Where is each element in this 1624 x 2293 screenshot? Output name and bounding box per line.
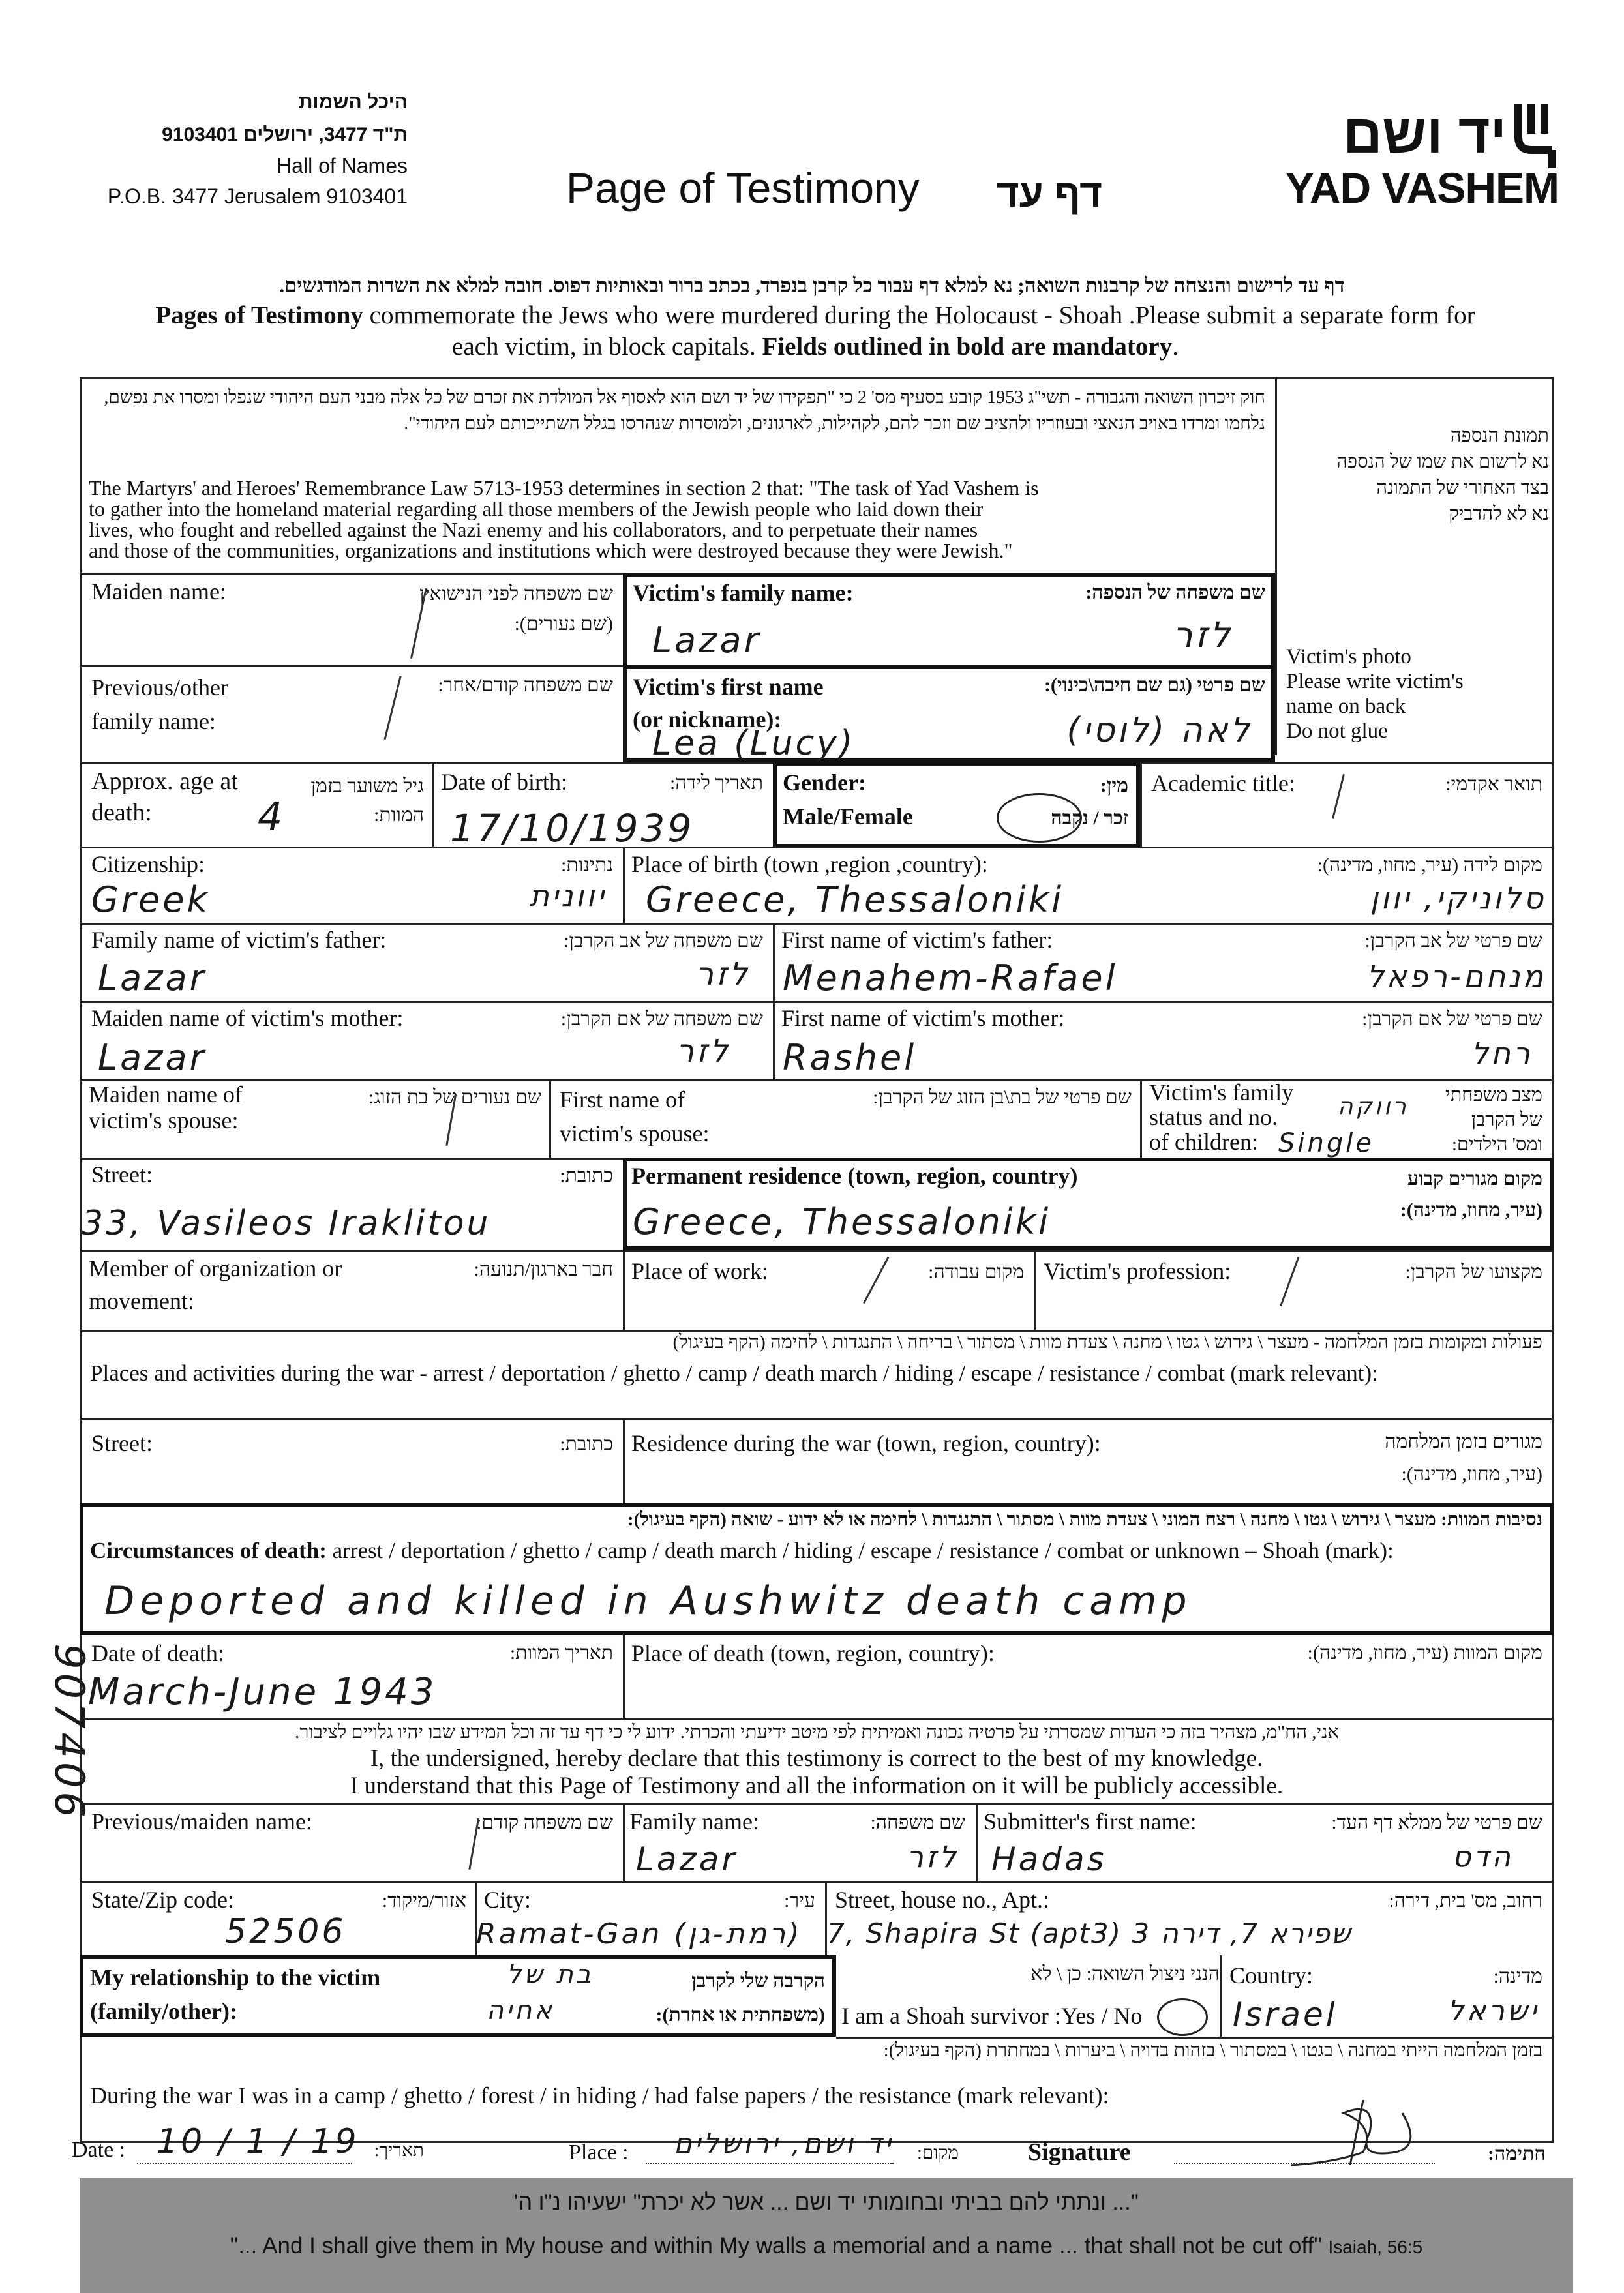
mother-maiden-name-label: Maiden name of victim's mother:: [91, 1005, 404, 1031]
signature-label-he: חתימה:: [1488, 2143, 1546, 2165]
law-en-4: and those of the communities, organizations and institutions which were destroyed because they were Jewish.": [89, 539, 1013, 562]
organization-label: [89, 1252, 342, 1317]
place-value[interactable]: יד ושם, ירושלים: [674, 2127, 894, 2159]
submitter-family-name-value[interactable]: Lazar: [636, 1840, 738, 1878]
photo-he-3: בצד האחורי של התמונה: [1376, 477, 1549, 498]
submitter-family-name-value-he: לזר: [906, 1839, 959, 1874]
age-at-death-label-he-1: גיל משוער בזמן: [310, 775, 424, 797]
academic-title-label-he: תואר אקדמי:: [1445, 773, 1542, 795]
profession-label: Victim's profession:: [1044, 1258, 1231, 1284]
submitter-street-label: Street, house no., Apt.:: [835, 1887, 1049, 1913]
maiden-name-label-he: שם משפחה לפני הנישואין: [419, 583, 613, 605]
citizenship-value[interactable]: Greek: [91, 879, 210, 920]
war-residence-label-he-1: מגורים בזמן המלחמה: [1385, 1431, 1542, 1452]
intro-en-bold1: Pages of Testimony: [155, 301, 363, 329]
hall-of-names-he-2: ת"ד 3477, ירושלים 9103401: [162, 124, 408, 145]
street-label: Street:: [91, 1161, 153, 1188]
logo-he: יד ושם: [1342, 103, 1507, 164]
war-street-label-he: כתובת:: [560, 1433, 613, 1455]
shoah-survivor-label[interactable]: I am a Shoah survivor :Yes / No: [841, 2003, 1143, 2029]
submitter-street-value[interactable]: 7, Shapira St (apt3) שפירא 7, דירה 3: [827, 1917, 1352, 1949]
father-first-name-value-he: מנחם-רפאל: [1366, 959, 1546, 994]
profession-label-he: מקצועו של הקרבן:: [1405, 1261, 1542, 1283]
zip-code-label-he: אזור/מיקוד:: [382, 1890, 466, 1911]
victim-family-name-value-he: לזר: [1173, 614, 1233, 655]
gender-label-he-2: זכר / נקבה: [1051, 807, 1128, 829]
mother-first-name-value-he: רחל: [1471, 1036, 1533, 1071]
signature-scribble-icon[interactable]: [1265, 2087, 1448, 2178]
circumstances-of-death-label-text: arrest / deportation / ghetto / camp / death march / hiding / escape / resistance / combat or unknown – Shoah (mark):: [326, 1538, 1394, 1563]
war-residence-label-he-2: (עיר, מחוז, מדינה):: [1401, 1463, 1542, 1485]
relationship-label-1: My relationship to the victim: [90, 1964, 381, 1990]
war-residence-label-he: [1304, 1426, 1542, 1491]
photo-en-4: Do not glue: [1286, 719, 1388, 743]
country-label-he: מדינה:: [1493, 1966, 1542, 1987]
signature-label: Signature: [1028, 2138, 1131, 2166]
spouse-maiden-name-label: [89, 1081, 243, 1133]
organization-label-1: Member of organization or: [89, 1255, 342, 1281]
relationship-label: [90, 1960, 380, 2028]
yad-vashem-emblem-icon: [1513, 98, 1559, 170]
family-status-label-he: [1422, 1083, 1542, 1157]
father-family-name-label-he: שם משפחה של אב הקרבן:: [564, 930, 763, 952]
victim-first-name-label-2: (or nickname):: [633, 706, 782, 732]
place-underline: [646, 2163, 894, 2164]
previous-family-name-label-he: שם משפחה קודם/אחר:: [438, 674, 613, 696]
declaration-en-2: I understand that this Page of Testimony and all the information on it will be publicly accessible.: [350, 1773, 1284, 1799]
citizenship-value-he: יוונית: [529, 878, 607, 913]
date-of-death-value[interactable]: March-June 1943: [88, 1671, 437, 1713]
previous-family-name-label: [91, 670, 228, 738]
father-family-name-label: Family name of victim's father:: [91, 927, 387, 953]
victim-family-name-label-he: שם משפחה של הנספה:: [1085, 582, 1265, 603]
submitter-first-name-label: Submitter's first name:: [984, 1808, 1197, 1835]
city-value[interactable]: Ramat-Gan (רמת-גן): [476, 1917, 802, 1951]
mother-maiden-name-label-he: שם משפחה של אם הקרבן:: [560, 1008, 763, 1030]
spouse-maiden-name-label-2: victim's spouse:: [89, 1107, 239, 1133]
organization-label-he: חבר בארגון/תנועה:: [474, 1259, 613, 1280]
relationship-label-he: [600, 1964, 825, 2032]
declaration-en-1: I, the undersigned, hereby declare that this testimony is correct to the best of my knowledge.: [370, 1745, 1263, 1772]
age-at-death-label-2: death:: [91, 799, 152, 826]
family-status-label-he-1: מצב משפחתי: [1445, 1085, 1542, 1105]
maiden-name-label: Maiden name:: [91, 578, 226, 605]
gender-label-he-1: מין:: [1100, 775, 1128, 796]
spouse-first-name-label: [560, 1083, 709, 1150]
quote-he: "... ונתתי להם בביתי ובחומותי יד ושם ... אשר לא יכרת" ישעיהו נ"ו ה': [514, 2190, 1139, 2215]
date-of-death-label-he: תאריך המוות:: [509, 1642, 613, 1664]
victim-family-name-label: Victim's family name:: [633, 580, 854, 606]
law-en-1: The Martyrs' and Heroes' Remembrance Law 5713-1953 determines in section 2 that: "The task of Yad Vashem is: [89, 476, 1039, 500]
intro-en-line2: each victim, in block capitals.: [452, 333, 762, 361]
date-of-birth-label: Date of birth:: [441, 769, 567, 795]
hall-of-names-en-2: P.O.B. 3477 Jerusalem 9103401: [107, 185, 408, 208]
submitter-war-label-he: בזמן המלחמה הייתי במחנה \ בגטו \ במסתור \ בזהות בדויה \ ביערות \ במחתרת (הקף בעיגול):: [883, 2040, 1542, 2061]
spouse-maiden-name-label-he: שם נעורים של בת הזוג:: [368, 1087, 541, 1108]
place-of-birth-label-he: מקום לידה (עיר, מחוז, מדינה):: [1317, 854, 1542, 876]
citizenship-label-he: נתינות:: [561, 854, 613, 876]
previous-family-name-label-1: Previous/other: [91, 674, 228, 700]
photo-instructions-en: [1286, 644, 1464, 743]
date-label: Date :: [72, 2138, 126, 2162]
father-first-name-value[interactable]: Menahem-Rafael: [783, 957, 1118, 998]
gender-label-2: Male/Female: [783, 803, 913, 830]
submitter-first-name-value[interactable]: Hadas: [991, 1840, 1107, 1878]
family-status-label-he-3: ומס' הילדים:: [1451, 1134, 1542, 1155]
date-of-birth-value[interactable]: 17/10/1939: [450, 806, 695, 850]
place-of-birth-value[interactable]: Greece, Thessaloniki: [646, 879, 1064, 920]
submitter-first-name-label-he: שם פרטי של ממלא דף העד:: [1331, 1812, 1542, 1833]
margin-note: 907406: [45, 1643, 93, 1821]
gender-label: [783, 766, 913, 833]
victim-first-name-label-he: שם פרטי (גם שם חיבה\כינוי):: [1044, 674, 1265, 696]
age-at-death-value[interactable]: 4: [258, 794, 286, 840]
logo-en: YAD VASHEM: [1285, 164, 1559, 212]
family-status-label-2: status and no.: [1149, 1104, 1278, 1130]
spouse-first-name-label-1: First name of: [560, 1087, 685, 1113]
hall-of-names-he-1: היכל השמות: [298, 91, 408, 113]
page-title: Page of Testimony: [566, 164, 920, 212]
intro-en-bold2: Fields outlined in bold are mandatory: [762, 333, 1173, 361]
spouse-first-name-label-he: שם פרטי של בת\בן הזוג של הקרבן:: [873, 1087, 1132, 1108]
family-status-value-he: רווקה: [1338, 1093, 1409, 1120]
circumstances-of-death-value: Deported and killed in Aushwitz death camp: [104, 1578, 1192, 1624]
permanent-residence-label: Permanent residence (town, region, country): [631, 1163, 1078, 1189]
mother-first-name-value[interactable]: Rashel: [783, 1037, 917, 1078]
photo-he-2: נא לרשום את שמו של הנספה: [1336, 451, 1549, 472]
family-status-label-3: of children:: [1149, 1129, 1258, 1155]
date-value[interactable]: 10 / 1 / 19: [157, 2122, 359, 2161]
shoah-survivor-no-circle: [1157, 1998, 1208, 2036]
victim-family-name-value: Lazar: [652, 620, 761, 661]
submitter-family-name-label: Family name:: [629, 1808, 759, 1835]
maiden-name-label-he-2: (שם נעורים):: [514, 613, 613, 635]
hall-of-names-en-1: Hall of Names: [277, 154, 408, 177]
relationship-label-he-2: (משפחתית או אחרת):: [655, 2004, 825, 2026]
city-label-he: עיר:: [784, 1890, 815, 1911]
declaration-he: אני, הח"מ, מצהיר בזה כי העדות שמסרתי על פרטיה נכונה ואמיתית לפי מיטב ידיעתי והכרתי. ידוע לי כי דף עד זה וכל המידע שבו יהיו גלויים לציבור.: [295, 1722, 1339, 1743]
page-title-he: דף עד: [996, 172, 1102, 215]
date-label-he: תאריך:: [374, 2140, 424, 2161]
mother-maiden-name-value-he: לזר: [676, 1033, 730, 1070]
law-en-3: lives, who fought and rebelled against the Nazi enemy and his collaborators, and to perpetuate their names: [89, 518, 978, 541]
organization-label-2: movement:: [89, 1288, 194, 1314]
mother-first-name-label: First name of victim's mother:: [781, 1005, 1065, 1031]
age-at-death-label-he-2: המוות:: [373, 804, 424, 826]
citizenship-label: Citizenship:: [91, 851, 205, 877]
submitter-previous-name-label-he: שם משפחה קודם:: [476, 1812, 613, 1833]
spouse-first-name-label-2: victim's spouse:: [560, 1120, 710, 1146]
permanent-residence-label-he-1: מקום מגורים קבוע: [1407, 1168, 1542, 1190]
photo-en-2: Please write victim's: [1286, 670, 1464, 693]
relationship-value-2: אחיה: [487, 1996, 554, 2026]
place-label-he: מקום:: [917, 2143, 959, 2163]
law-en: [89, 477, 1276, 561]
academic-title-label: Academic title:: [1151, 770, 1295, 796]
war-residence-label: Residence during the war (town, region, country):: [631, 1430, 1101, 1456]
street-value[interactable]: 33, Vasileos Iraklitou: [82, 1204, 491, 1243]
permanent-residence-value: Greece, Thessaloniki: [633, 1201, 1051, 1242]
street-label-he: כתובת:: [560, 1165, 613, 1186]
place-of-birth-value-he: סלוניקי, יוון: [1370, 880, 1546, 916]
submitter-first-name-value-he: הדס: [1452, 1840, 1513, 1874]
date-of-birth-label-he: תאריך לידה:: [669, 772, 763, 794]
quote-en: [80, 2233, 1573, 2259]
spouse-maiden-name-label-1: Maiden name of: [89, 1081, 243, 1107]
date-underline: [137, 2163, 352, 2164]
place-of-work-label-he: מקום עבודה:: [928, 1261, 1024, 1283]
date-of-death-label: Date of death:: [91, 1640, 224, 1666]
submitter-family-name-label-he: שם משפחה:: [870, 1812, 965, 1833]
photo-en-1: Victim's photo: [1286, 645, 1411, 668]
gender-female-circle: [997, 793, 1082, 843]
family-status-label: [1149, 1080, 1293, 1154]
permanent-residence-label-he: [1304, 1163, 1542, 1226]
intro-en-end: .: [1172, 333, 1179, 361]
permanent-residence-label-he-2: (עיר, מחוז, מדינה):: [1400, 1199, 1542, 1221]
relationship-label-2: (family/other):: [90, 1998, 237, 2024]
place-of-birth-label: Place of birth (town ,region ,country):: [631, 851, 988, 877]
previous-family-name-label-2: family name:: [91, 708, 216, 734]
intro-en-line1: commemorate the Jews who were murdered during the Holocaust - Shoah .Please submit a separate form for: [363, 301, 1475, 329]
father-family-name-value[interactable]: Lazar: [98, 957, 207, 998]
family-status-label-1: Victim's family: [1149, 1079, 1294, 1105]
war-activities-label[interactable]: Places and activities during the war - arrest / deportation / ghetto / camp / death march / hiding / escape / resistance / combat (mark relevant):: [90, 1360, 1378, 1386]
photo-he-1: תמונת הנספה: [1450, 425, 1549, 446]
country-label: Country:: [1229, 1962, 1314, 1988]
submitter-previous-name-label: Previous/maiden name:: [91, 1808, 312, 1835]
quote-en-ref: Isaiah, 56:5: [1328, 2237, 1423, 2257]
family-status-label-he-2: של הקרבן: [1471, 1109, 1542, 1130]
photo-en-3: name on back: [1286, 695, 1406, 718]
place-of-death-label: Place of death (town, region, country):: [631, 1640, 995, 1666]
maiden-name-field[interactable]: [82, 574, 622, 665]
zip-code-value[interactable]: 52506: [225, 1912, 346, 1951]
shoah-survivor-label-he: הנני ניצול השואה: כן \ לא: [1030, 1963, 1220, 1985]
relationship-value-1: בת של: [506, 1960, 594, 1990]
father-first-name-label: First name of victim's father:: [781, 927, 1053, 953]
country-value[interactable]: Israel: [1233, 1996, 1338, 2033]
submitter-war-label[interactable]: During the war I was in a camp / ghetto / forest / in hiding / had false papers / the resistance (mark relevant):: [90, 2082, 1109, 2108]
circumstances-of-death-label-he: נסיבות המוות: מעצר \ גירוש \ גטו \ מחנה \ רצח המוני \ צעדת מוות \ מסתור \ התנגדות \ לחימה או לא ידוע - שואה (הקף בעיגול):: [627, 1509, 1542, 1530]
family-status-value[interactable]: Single: [1278, 1128, 1374, 1158]
relationship-label-he-1: הקרבה שלי לקרבן: [691, 1970, 825, 1992]
declaration-en: [80, 1745, 1554, 1800]
age-at-death-label: [91, 766, 238, 828]
submitter-street-label-he: רחוב, מס' בית, דירה:: [1389, 1890, 1542, 1911]
gender-label-1: Gender:: [783, 770, 866, 796]
victim-first-name-label-1: Victim's first name: [633, 674, 824, 700]
place-of-death-label-he: מקום המוות (עיר, מחוז, מדינה):: [1307, 1642, 1542, 1664]
victim-first-name-value: Lea (Lucy): [652, 724, 856, 763]
law-en-2: to gather into the homeland material regarding all those members of the Jewish people who laid down their: [89, 497, 984, 520]
law-he: חוק זיכרון השואה והגבורה - תשי"ג 1953 קובע בסעיף מס' 2 כי "תפקידו של יד ושם הוא לאסוף אל המולדת את זכרם של כל אלה מבני העם היהודי שנפלו ומסרו את נפשם, נלחמו ומרדו באויב הנאצי ובעוזריו ולהציב שם וזכר להם, לקהילות, לארגונים, ולמוסדות שנהרסו בגלל השתייכותם לעם היהודי".: [104, 387, 1265, 434]
city-label: City:: [484, 1887, 532, 1913]
zip-code-label: State/Zip code:: [91, 1887, 234, 1913]
place-of-work-label: Place of work:: [631, 1258, 768, 1284]
victim-first-name-value-he: לאה (לוסי): [1066, 711, 1252, 750]
war-activities-label-he: פעולות ומקומות בזמן המלחמה - מעצר \ גירוש \ גטו \ מחנה \ צעדת מוות \ מסתור \ בריחה \ התנגדות \ לחימה (הקף בעיגול): [672, 1332, 1542, 1353]
photo-he-4: נא לא להדביק: [1449, 503, 1549, 524]
age-at-death-label-1: Approx. age at: [91, 768, 238, 795]
war-street-label: Street:: [91, 1430, 153, 1456]
father-first-name-label-he: שם פרטי של אב הקרבן:: [1364, 930, 1542, 952]
intro-en: [65, 300, 1565, 363]
photo-instructions-he: [1282, 423, 1549, 527]
place-label: Place :: [569, 2140, 629, 2165]
mother-maiden-name-value[interactable]: Lazar: [98, 1037, 207, 1078]
yad-vashem-logo: [1278, 98, 1565, 222]
intro-he: דף עד לרישום והנצחה של קרבנות השואה; נא למלא דף עבור כל קרבן בנפרד, בכתב ברור ובאותיות דפוס. חובה למלא את השדות המודגשים.: [279, 274, 1345, 297]
circumstances-of-death-label: [90, 1538, 1394, 1564]
mother-first-name-label-he: שם פרטי של אם הקרבן:: [1362, 1008, 1542, 1030]
country-value-he: ישראל: [1447, 1994, 1539, 2028]
circumstances-of-death-label-bold: Circumstances of death:: [90, 1538, 327, 1563]
quote-en-text: "... And I shall give them in My house and within My walls a memorial and a name ... that shall not be cut off": [230, 2233, 1322, 2258]
age-at-death-label-he: [310, 772, 424, 830]
father-family-name-value-he: לזר: [696, 956, 750, 993]
